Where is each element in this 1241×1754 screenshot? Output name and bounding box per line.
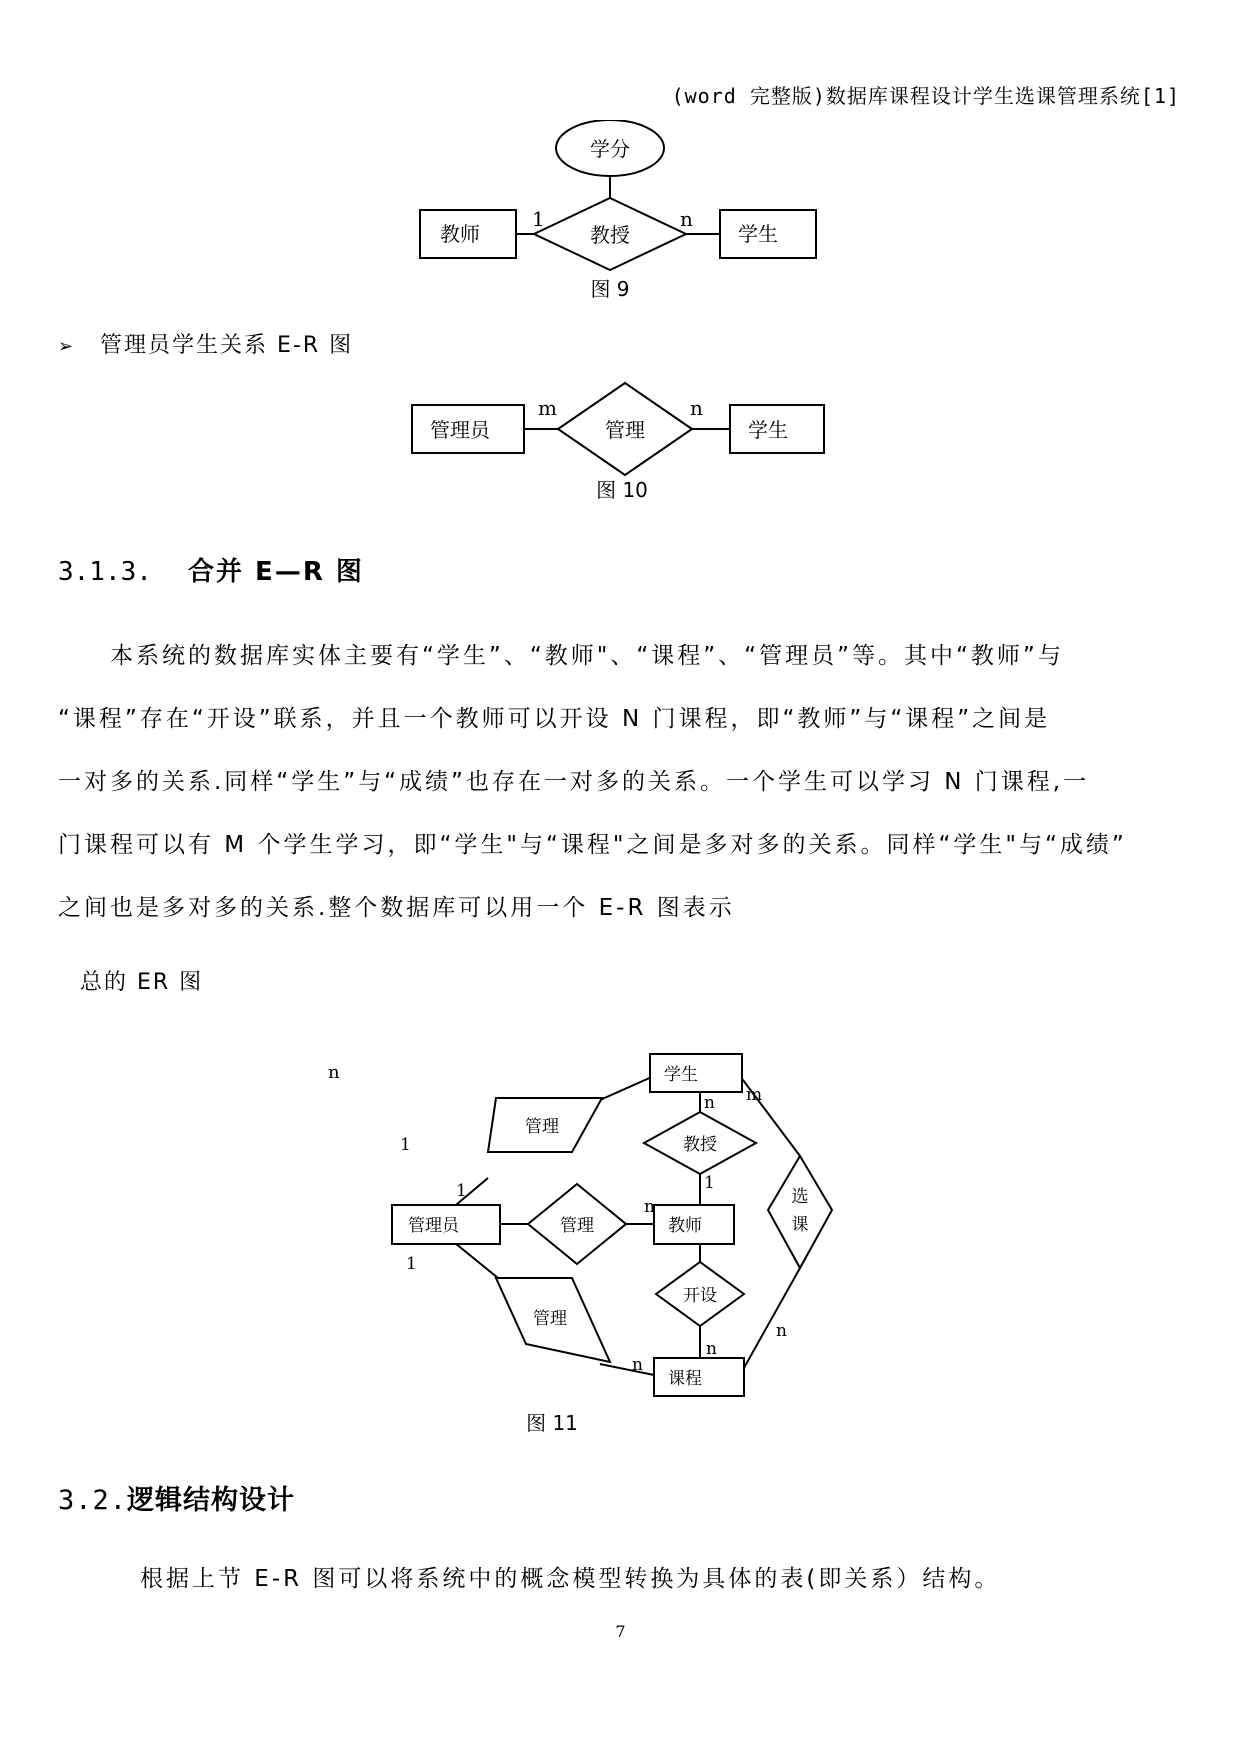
relation-select-label-2: 课: [791, 1215, 809, 1235]
page-number: 7: [615, 1622, 626, 1641]
section-title: 合并 E—R 图: [188, 557, 364, 587]
section-heading-3-2: [58, 1478, 295, 1517]
paragraph-line: “课程”存在“开设”联系，并且一个教师可以开设 N 门课程，即“教师”与“课程”之间是: [58, 706, 1051, 732]
page-header: (word 完整版)数据库课程设计学生选课管理系统[1]: [671, 84, 1180, 108]
section-number: 3.1.3.: [58, 557, 152, 587]
cardinality-admin-bottom: 1: [406, 1254, 417, 1274]
paragraph-line: 门课程可以有 M 个学生学习，即“学生"与“课程"之间是多对多的关系。同样“学生"与“成绩”: [58, 832, 1127, 858]
bullet-arrow-icon: ➢: [58, 336, 76, 357]
entity-admin-label: 管理员: [408, 1216, 459, 1236]
relation-manage-mid-label: 管理: [560, 1216, 594, 1236]
body-paragraph-2: 根据上节 E-R 图可以将系统中的概念模型转换为具体的表(即关系）结构。: [140, 1566, 1001, 1592]
cardinality-teach-teacher: 1: [704, 1173, 715, 1193]
cardinality-left: 1: [532, 207, 545, 231]
entity-student-label: 学生: [738, 222, 778, 246]
body-paragraph: [58, 625, 1188, 940]
cardinality-teacher-mid: n: [644, 1197, 655, 1217]
relation-select-label-1: 选: [791, 1187, 809, 1207]
paragraph-line: 本系统的数据库实体主要有“学生”、“教师"、“课程”、“管理员”等。其中“教师”与: [58, 643, 1064, 669]
figure-caption: 图 9: [590, 277, 630, 301]
cardinality-course-manage: n: [632, 1355, 643, 1375]
section-heading-3-1-3: [58, 551, 364, 588]
er-diagram-fig9: [400, 120, 840, 310]
cardinality-open-course: n: [706, 1339, 717, 1359]
cardinality-admin-top: 1: [400, 1135, 411, 1155]
cardinality-student-teach: n: [704, 1093, 715, 1113]
relation-label: 教授: [590, 223, 630, 247]
sub-label: 总的 ER 图: [80, 970, 204, 995]
section-title: 逻辑结构设计: [127, 1485, 296, 1516]
entity-course-label: 课程: [668, 1369, 702, 1389]
cardinality-right: n: [680, 207, 693, 231]
er-diagram-fig11: [320, 1040, 860, 1440]
bullet-text: 管理员学生关系 E-R 图: [100, 333, 354, 358]
cardinality-right: n: [690, 396, 703, 420]
er-diagram-fig10: [400, 375, 840, 515]
stray-label: n: [328, 1062, 340, 1083]
entity-admin-label: 管理员: [430, 418, 490, 442]
relation-manage-bottom-label: 管理: [533, 1309, 567, 1329]
figure-caption: 图 11: [526, 1411, 578, 1435]
paragraph-line: 一对多的关系.同样“学生”与“成绩”也存在一对多的关系。一个学生可以学习 N 门课程,一: [58, 769, 1090, 795]
relation-label: 管理: [605, 418, 645, 442]
entity-student-label: 学生: [748, 418, 788, 442]
entity-student-label: 学生: [664, 1065, 698, 1085]
section-number: 3.2.: [58, 1485, 128, 1516]
cardinality-left: m: [538, 396, 557, 420]
bullet-item: [58, 328, 353, 359]
paragraph-line: 之间也是多对多的关系.整个数据库可以用一个 E-R 图表示: [58, 895, 735, 921]
relation-select: [768, 1156, 832, 1268]
cardinality-admin-mid: 1: [456, 1181, 467, 1201]
cardinality-select-course: n: [776, 1321, 787, 1341]
relation-teach-label: 教授: [683, 1135, 717, 1155]
cardinality-student-select: m: [746, 1085, 763, 1105]
attribute-label: 学分: [590, 137, 630, 161]
entity-teacher-label: 教师: [440, 222, 480, 246]
figure-caption: 图 10: [596, 478, 648, 502]
relation-open-label: 开设: [683, 1286, 717, 1306]
relation-manage-top-label: 管理: [525, 1117, 559, 1137]
entity-teacher-label: 教师: [668, 1216, 702, 1236]
